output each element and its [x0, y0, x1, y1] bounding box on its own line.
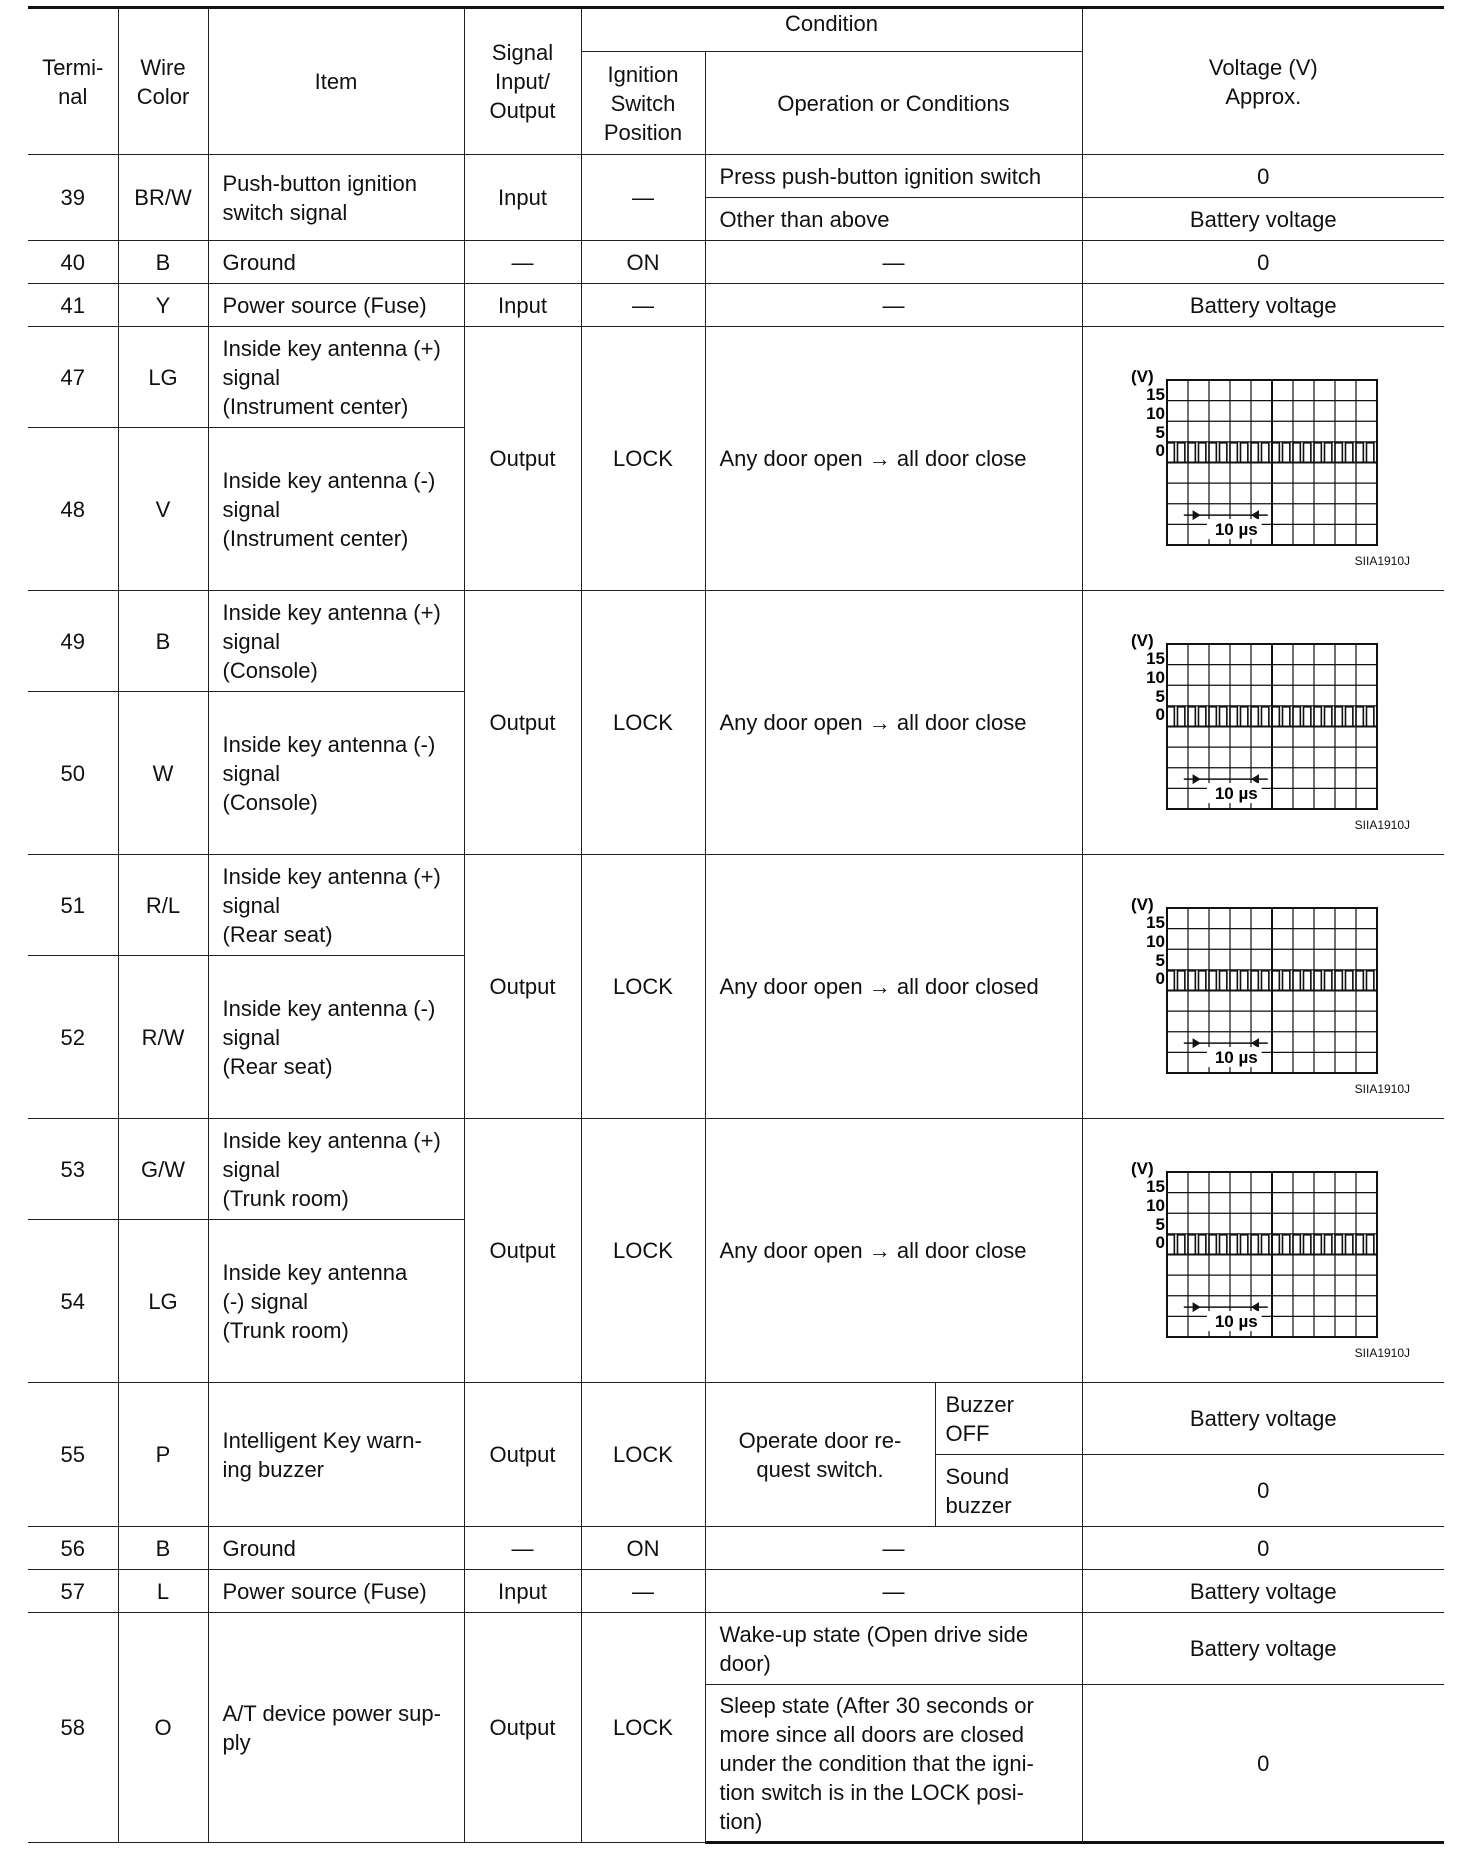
figure-reference-code: SIIA1910J	[1354, 554, 1411, 568]
oscilloscope-waveform	[1129, 366, 1379, 551]
header-operation: Operation or Conditions	[705, 52, 1082, 155]
axis-unit-label: (V)	[1130, 631, 1154, 650]
item-name: Inside key antenna (-) signal (Instrument center)	[208, 428, 464, 591]
header-wire-color: Wire Color	[118, 8, 208, 155]
waveform-cell	[1082, 1119, 1444, 1383]
time-arrow-left	[1251, 774, 1259, 784]
terminal-number: 50	[28, 692, 118, 855]
terminal-number: 58	[28, 1613, 118, 1843]
ignition-position: LOCK	[581, 855, 705, 1119]
operation-condition: —	[705, 1570, 1082, 1613]
table-row	[28, 855, 1444, 956]
y-tick-label: 10	[1145, 932, 1165, 951]
terminal-number: 53	[28, 1119, 118, 1220]
item-name: Inside key antenna (+) signal (Console)	[208, 591, 464, 692]
voltage-value: Battery voltage	[1082, 1613, 1444, 1685]
item-name: Inside key antenna (+) signal (Instrument center)	[208, 327, 464, 428]
operation-condition: Any door open → all door closed	[705, 855, 1082, 1119]
signal-direction: Output	[464, 591, 581, 855]
header-signal: Signal Input/ Output	[464, 8, 581, 155]
y-tick-label: 5	[1155, 1215, 1165, 1234]
voltage-value: 0	[1082, 1455, 1444, 1527]
waveform-trace	[1167, 1235, 1377, 1255]
item-name: Ground	[208, 241, 464, 284]
operation-condition: Other than above	[705, 198, 1082, 241]
y-tick-label: 0	[1155, 969, 1165, 988]
terminal-number: 41	[28, 284, 118, 327]
header-terminal: Termi- nal	[28, 8, 118, 155]
table-row	[28, 284, 1444, 327]
time-arrow-right	[1192, 1302, 1200, 1312]
signal-direction: —	[464, 1527, 581, 1570]
signal-direction: Output	[464, 1119, 581, 1383]
figure-reference-code: SIIA1910J	[1354, 1346, 1411, 1360]
ignition-position: LOCK	[581, 327, 705, 591]
header-voltage: Voltage (V) Approx.	[1082, 8, 1444, 155]
y-tick-label: 10	[1145, 668, 1165, 687]
operation-condition: —	[705, 284, 1082, 327]
item-name: Inside key antenna (-) signal (Trunk room)	[208, 1220, 464, 1383]
time-arrow-right	[1192, 774, 1200, 784]
operation-condition: Press push-button ignition switch	[705, 155, 1082, 198]
terminal-number: 48	[28, 428, 118, 591]
operation-condition: Sleep state (After 30 seconds or more since all doors are closed under the condition that the igni- tion switch is in the LOCK posi- tion)	[705, 1685, 1082, 1843]
y-tick-label: 5	[1155, 687, 1165, 706]
time-scale-label: 10 µs	[1214, 1312, 1258, 1332]
y-tick-label: 10	[1145, 1196, 1165, 1215]
table-row	[28, 1613, 1444, 1685]
terminal-number: 54	[28, 1220, 118, 1383]
axis-unit-label: (V)	[1130, 895, 1154, 914]
operation-condition: —	[705, 241, 1082, 284]
ignition-position: —	[581, 1570, 705, 1613]
waveform-cell	[1082, 855, 1444, 1119]
y-tick-label: 0	[1155, 441, 1165, 460]
time-scale-label: 10 µs	[1214, 1048, 1258, 1068]
voltage-value: 0	[1082, 1527, 1444, 1570]
item-name: Intelligent Key warn- ing buzzer	[208, 1383, 464, 1527]
y-tick-label: 15	[1145, 1177, 1165, 1196]
oscilloscope-waveform	[1129, 894, 1379, 1079]
y-tick-label: 5	[1155, 951, 1165, 970]
y-tick-label: 15	[1145, 913, 1165, 932]
ignition-position: LOCK	[581, 591, 705, 855]
waveform-trace	[1167, 707, 1377, 727]
figure-reference-code: SIIA1910J	[1354, 818, 1411, 832]
y-tick-label: 5	[1155, 423, 1165, 442]
operation-condition: Wake-up state (Open drive side door)	[705, 1613, 1082, 1685]
wire-color: O	[118, 1613, 208, 1843]
terminal-number: 39	[28, 155, 118, 241]
terminal-number: 47	[28, 327, 118, 428]
terminal-specification-table	[28, 6, 1444, 1844]
y-tick-label: 0	[1155, 1233, 1165, 1252]
axis-unit-label: (V)	[1130, 367, 1154, 386]
operation-condition: Any door open → all door close	[705, 591, 1082, 855]
y-tick-label: 10	[1145, 404, 1165, 423]
buzzer-condition: Buzzer OFF	[935, 1383, 1082, 1455]
signal-direction: —	[464, 241, 581, 284]
ignition-position: —	[581, 284, 705, 327]
signal-direction: Output	[464, 855, 581, 1119]
wire-color: LG	[118, 327, 208, 428]
header-item: Item	[208, 8, 464, 155]
signal-direction: Input	[464, 284, 581, 327]
signal-direction: Output	[464, 1383, 581, 1527]
oscilloscope-waveform	[1129, 1158, 1379, 1343]
signal-direction: Output	[464, 327, 581, 591]
terminal-number: 57	[28, 1570, 118, 1613]
wire-color: B	[118, 241, 208, 284]
y-tick-label: 15	[1145, 385, 1165, 404]
waveform-trace	[1167, 443, 1377, 463]
time-arrow-left	[1251, 510, 1259, 520]
item-name: Ground	[208, 1527, 464, 1570]
voltage-value: Battery voltage	[1082, 198, 1444, 241]
table-row	[28, 155, 1444, 198]
wire-color: W	[118, 692, 208, 855]
wire-color: B	[118, 591, 208, 692]
time-arrow-left	[1251, 1302, 1259, 1312]
table-row	[28, 1527, 1444, 1570]
y-tick-label: 15	[1145, 649, 1165, 668]
terminal-number: 49	[28, 591, 118, 692]
terminal-number: 52	[28, 956, 118, 1119]
voltage-value: 0	[1082, 1685, 1444, 1843]
item-name: Power source (Fuse)	[208, 284, 464, 327]
wire-color: B	[118, 1527, 208, 1570]
ignition-position: ON	[581, 1527, 705, 1570]
item-name: Power source (Fuse)	[208, 1570, 464, 1613]
axis-unit-label: (V)	[1130, 1159, 1154, 1178]
wire-color: LG	[118, 1220, 208, 1383]
table-row	[28, 1119, 1444, 1220]
wire-color: R/L	[118, 855, 208, 956]
ignition-position: —	[581, 155, 705, 241]
operation-condition: Any door open → all door close	[705, 327, 1082, 591]
voltage-value: Battery voltage	[1082, 1383, 1444, 1455]
signal-direction: Input	[464, 1570, 581, 1613]
table-row	[28, 241, 1444, 284]
y-tick-label: 0	[1155, 705, 1165, 724]
ignition-position: LOCK	[581, 1613, 705, 1843]
wire-color: Y	[118, 284, 208, 327]
wire-color: L	[118, 1570, 208, 1613]
wire-color: R/W	[118, 956, 208, 1119]
table-row	[28, 591, 1444, 692]
oscilloscope-waveform	[1129, 630, 1379, 815]
signal-direction: Output	[464, 1613, 581, 1843]
operation-condition: Operate door re- quest switch.	[705, 1383, 935, 1527]
item-name: Inside key antenna (-) signal (Console)	[208, 692, 464, 855]
wire-color: P	[118, 1383, 208, 1527]
terminal-number: 56	[28, 1527, 118, 1570]
item-name: A/T device power sup- ply	[208, 1613, 464, 1843]
waveform-trace	[1167, 971, 1377, 991]
time-arrow-right	[1192, 1038, 1200, 1048]
operation-condition: —	[705, 1527, 1082, 1570]
ignition-position: ON	[581, 241, 705, 284]
table-row	[28, 1383, 1444, 1455]
figure-reference-code: SIIA1910J	[1354, 1082, 1411, 1096]
header-condition: Condition	[581, 8, 1082, 52]
ignition-position: LOCK	[581, 1383, 705, 1527]
voltage-value: Battery voltage	[1082, 284, 1444, 327]
item-name: Inside key antenna (+) signal (Rear seat)	[208, 855, 464, 956]
time-arrow-left	[1251, 1038, 1259, 1048]
voltage-value: 0	[1082, 155, 1444, 198]
ignition-position: LOCK	[581, 1119, 705, 1383]
terminal-number: 51	[28, 855, 118, 956]
operation-condition: Any door open → all door close	[705, 1119, 1082, 1383]
wire-color: BR/W	[118, 155, 208, 241]
voltage-value: Battery voltage	[1082, 1570, 1444, 1613]
voltage-value: 0	[1082, 241, 1444, 284]
item-name: Inside key antenna (+) signal (Trunk room)	[208, 1119, 464, 1220]
waveform-cell	[1082, 327, 1444, 591]
table-row	[28, 1570, 1444, 1613]
buzzer-condition: Sound buzzer	[935, 1455, 1082, 1527]
signal-direction: Input	[464, 155, 581, 241]
header-ignition: Ignition Switch Position	[581, 52, 705, 155]
wire-color: G/W	[118, 1119, 208, 1220]
wire-color: V	[118, 428, 208, 591]
item-name: Push-button ignition switch signal	[208, 155, 464, 241]
table-row	[28, 327, 1444, 428]
item-name: Inside key antenna (-) signal (Rear seat)	[208, 956, 464, 1119]
terminal-number: 55	[28, 1383, 118, 1527]
time-scale-label: 10 µs	[1214, 784, 1258, 804]
time-scale-label: 10 µs	[1214, 520, 1258, 540]
waveform-cell	[1082, 591, 1444, 855]
time-arrow-right	[1192, 510, 1200, 520]
terminal-number: 40	[28, 241, 118, 284]
